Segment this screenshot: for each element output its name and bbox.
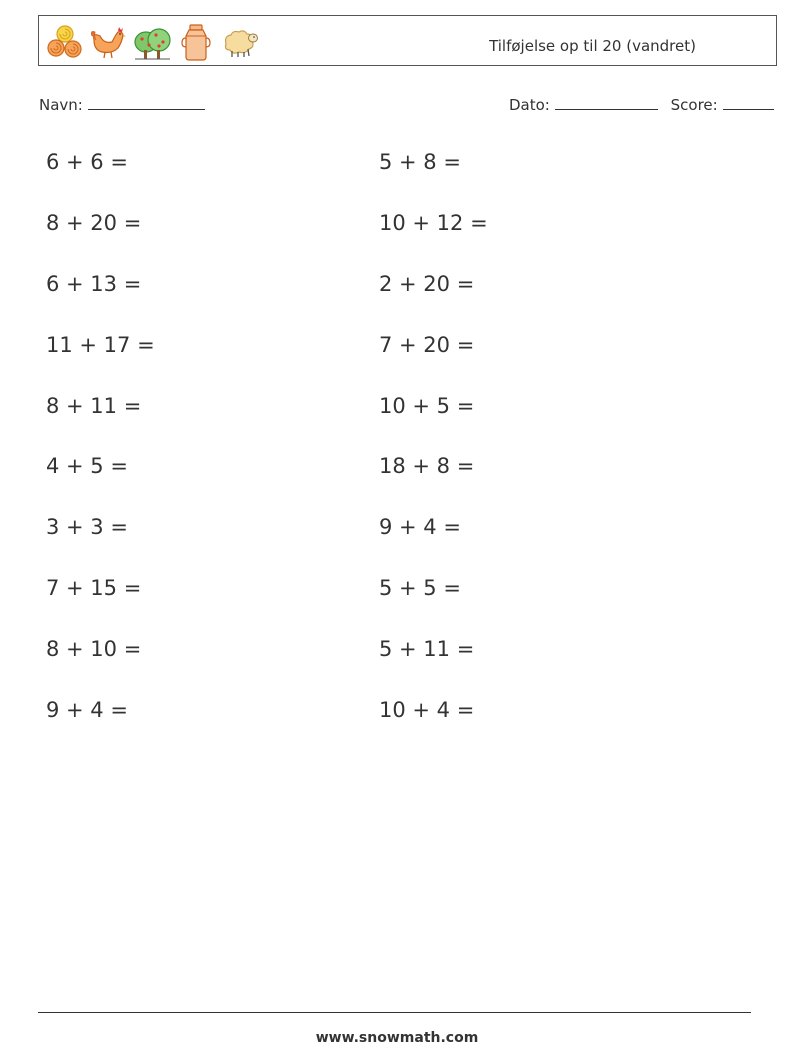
score-blank[interactable] bbox=[723, 93, 774, 110]
name-field bbox=[39, 93, 205, 115]
footer-divider bbox=[38, 1012, 751, 1013]
worksheet-title: Tilføjelse op til 20 (vandret) bbox=[489, 37, 696, 55]
problem-right-8: 5 + 5 = bbox=[379, 576, 461, 600]
problem-left-8: 7 + 15 = bbox=[46, 576, 142, 600]
header-icons bbox=[44, 22, 260, 62]
name-label: Navn: bbox=[39, 96, 83, 114]
problem-right-5: 10 + 5 = bbox=[379, 394, 475, 418]
score-label: Score: bbox=[670, 96, 718, 114]
worksheet-header bbox=[38, 15, 777, 66]
hay-bales-icon bbox=[44, 22, 84, 62]
footer-url: www.snowmath.com bbox=[315, 1030, 479, 1046]
problem-right-6: 18 + 8 = bbox=[379, 454, 475, 478]
problem-right-4: 7 + 20 = bbox=[379, 333, 475, 357]
date-score-fields bbox=[509, 93, 774, 115]
problem-left-10: 9 + 4 = bbox=[46, 698, 128, 722]
problem-left-1: 6 + 6 = bbox=[46, 150, 128, 174]
problem-left-9: 8 + 10 = bbox=[46, 637, 142, 661]
date-blank[interactable] bbox=[555, 93, 658, 110]
problem-left-4: 11 + 17 = bbox=[46, 333, 155, 357]
problem-right-3: 2 + 20 = bbox=[379, 272, 475, 296]
problem-right-1: 5 + 8 = bbox=[379, 150, 461, 174]
problem-left-2: 8 + 20 = bbox=[46, 211, 142, 235]
sheep-icon bbox=[220, 22, 260, 62]
problem-left-6: 4 + 5 = bbox=[46, 454, 128, 478]
problem-right-2: 10 + 12 = bbox=[379, 211, 488, 235]
problem-left-3: 6 + 13 = bbox=[46, 272, 142, 296]
milk-can-icon bbox=[176, 22, 216, 62]
name-blank[interactable] bbox=[88, 93, 205, 110]
problem-left-7: 3 + 3 = bbox=[46, 515, 128, 539]
problem-right-9: 5 + 11 = bbox=[379, 637, 475, 661]
fruit-tree-icon bbox=[132, 22, 172, 62]
date-label: Dato: bbox=[509, 96, 550, 114]
problem-right-10: 10 + 4 = bbox=[379, 698, 475, 722]
problem-left-5: 8 + 11 = bbox=[46, 394, 142, 418]
problem-right-7: 9 + 4 = bbox=[379, 515, 461, 539]
rooster-icon bbox=[88, 22, 128, 62]
